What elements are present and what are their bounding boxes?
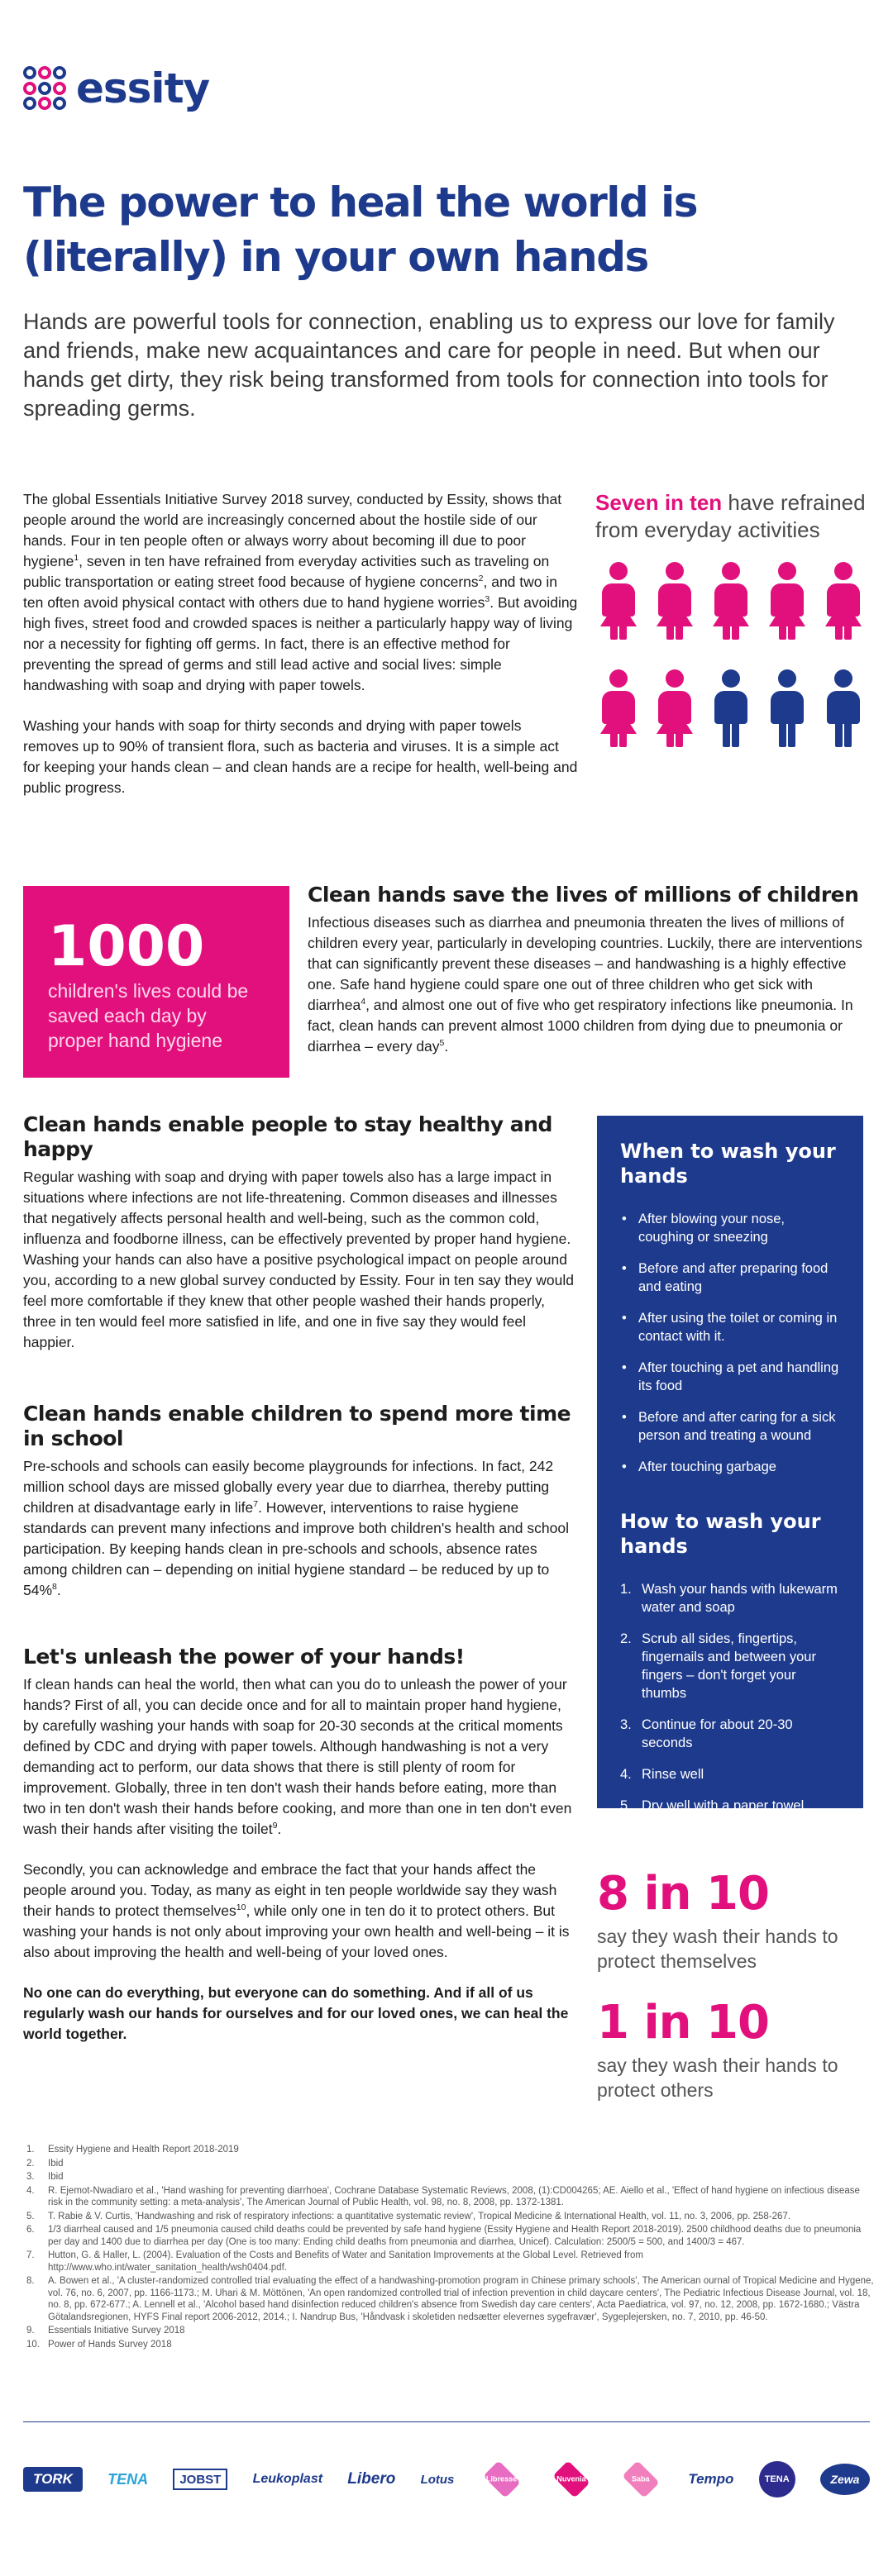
school-section [23, 1402, 579, 1601]
brand-logos [23, 2461, 870, 2497]
how-to-wash-step: 3. Continue for about 20-30 seconds [620, 1717, 793, 1750]
person-icon-refrained [595, 669, 642, 749]
intro-paragraph-2: Washing your hands with soap for thirty seconds and drying with paper towels removes up to 90% of transient flora, such as bacteria and viruses. It is a simple act for keeping your hands clean – and clean hands are a recipe for health, well-being and public progress. [23, 717, 578, 796]
millions-text: Infectious diseases such as diarrhea and pneumonia threaten the lives of millions of children every year, particularly in developing countries. Luckily, there are interventions that can significantly prevent these diseases – and handwashing is a highly effective one. Safe hand hygiene could spare one out of three children who get sick with diarrhea$^4$, and almost one out of five who get respiratory infections like pneumonia. In fact, clean hands can prevent almost 1000 children from dying due to pneumonia or diarrhea – every day$^5$. [308, 914, 862, 1055]
person-icon [764, 669, 810, 749]
healthy-text: Regular washing with soap and drying with paper towels also has a large impact in situations where infections are not life-threatening. Common diseases and illnesses that negatively affects personal health and well-being, such as the common cold, influenza and foodborne illness, can be effectively prevented by proper hand hygiene. Washing your hands can also have a positive psychological impact on people around you, according to a new global survey conducted by Essity. Four in ten say they would feel more comfortable if they knew that other people washed their hands properly, three in ten would feel more satisfied in life, and one in five say they would feel happier. [23, 1169, 575, 1350]
nuvenia-logo: Nuvenia [552, 2460, 590, 2498]
essity-logo-mark [23, 66, 68, 111]
reference-item: 7. Hutton, G. & Haller, L. (2004). Evaluation of the Costs and Benefits of Water and Sanitation Improvements at the Global Level. Retrieved from http://www.who.int/water_sanitation_health/wsh0404.pdf. [26, 2250, 643, 2273]
person-icon [820, 669, 867, 749]
reference-item: 1. Essity Hygiene and Health Report 2018-2019 [26, 2145, 239, 2155]
how-to-wash-step: 1. Wash your hands with lukewarm water and soap [620, 1582, 838, 1615]
how-to-wash-step: 4. Rinse well [620, 1767, 704, 1782]
person-icon-refrained [652, 669, 698, 749]
children-saved-box [23, 886, 289, 1078]
person-icon [708, 669, 754, 749]
zewa-logo: Zewa [820, 2464, 870, 2495]
unleash-section [23, 1645, 579, 2064]
libresse-logo: Libresse [483, 2460, 521, 2498]
when-to-wash-item: • After touching garbage [620, 1458, 840, 1476]
eight-in-ten-text: say they wash their hands to protect themselves [597, 1926, 838, 1972]
when-to-wash-item: • Before and after preparing food and eating [620, 1259, 840, 1296]
one-in-ten-stat [597, 1998, 878, 2102]
closing-statement: No one can do everything, but everyone can do something. And if all of us regularly wash our hands for ourselves and for our loved ones, we can heal the world together. [23, 1984, 569, 2042]
reference-item: 9. Essentials Initiative Survey 2018 [26, 2326, 185, 2336]
eight-in-ten-stat [597, 1869, 878, 1974]
reference-item: 8. A. Bowen et al., 'A cluster-randomized controlled trial evaluating the effect of a handwashing-promotion program in Chinese primary schools', The American ournal of Tropical Medicine and Hygene, vol. 76, no. 6, 2007, pp. 1166-1173.; M. Uhari & M. Möttönen, 'An open randomized controlled trial of infection prevention in child daycare centers', The Pediatric Infectious Disease Journal, vol. 18, no. 8, pp. 672-677.; A. Lennell et al., 'Alcohol based hand disinfection reduced children's absence from Swedish day care centers', Acta Paediatrica, vol. 97, no. 12, 2008, pp. 1672-1680.; Västra Götalandsregionen, HYFS Final report 2006-2012, 2014.; I. Nandrup Bus, 'Håndvask i skoletiden nedsætter elevernes sygefravær', Sygeplejersken, no. 7, 2010, pp. 46-50. [26, 2276, 874, 2322]
person-icon-refrained [764, 562, 810, 641]
page-title: The power to heal the world is (literally) in your own hands [23, 179, 698, 281]
how-to-wash-heading: How to wash your hands [620, 1510, 821, 1558]
footer-divider [23, 2421, 870, 2422]
tork-logo: TORK [23, 2467, 83, 2492]
how-to-wash-step: 2. Scrub all sides, fingertips, fingernails and between your fingers – don't forget your thumbs [620, 1631, 816, 1701]
lead-paragraph: Hands are powerful tools for connection, enabling us to express our love for family and friends, make new acquaintances and care for people in need. But when our hands get dirty, they risk being transformed from tools for connection into tools for spreading germs. [23, 309, 835, 421]
how-to-wash-step: 5. Dry well with a paper towel [620, 1798, 805, 1813]
children-saved-number: 1000 [48, 914, 205, 979]
healthy-heading: Clean hands enable people to stay healthy and happy [23, 1112, 552, 1161]
when-to-wash-heading: When to wash your hands [620, 1140, 836, 1188]
children-saved-text: children's lives could be saved each day by proper hand hygiene [48, 980, 249, 1051]
seven-in-ten-stat: Seven in ten have refrained from everyday activities [595, 490, 866, 542]
handwashing-guide-box [597, 1116, 863, 1813]
reference-item: 3. Ibid [26, 2172, 64, 2182]
unleash-paragraph-1: If clean hands can heal the world, then what can you do to unleash the power of your hands? First of all, you can decide once and for all to maintain proper hand hygiene, by carefully washing your hands with soap for 20-30 seconds at the critical moments defined by CDC and drying with paper towels. Although handwashing is not a very demanding act to perform, our data shows that there is still plenty of room for improvement. Globally, three in ten don't wash their hands before eating, more than two in ten don't wash their hands before cooking, and more than one in ten don't even wash their hands after visiting the toilet$^9$. [23, 1676, 572, 1837]
unleash-heading: Let's unleash the power of your hands! [23, 1645, 465, 1669]
reference-item: 2. Ibid [26, 2158, 64, 2169]
healthy-section [23, 1112, 579, 1353]
person-icon-refrained [820, 562, 867, 641]
how-to-wash-list [620, 1580, 840, 1815]
people-pictogram [595, 562, 876, 749]
essity-logo [23, 64, 209, 112]
when-to-wash-list [620, 1210, 840, 1476]
school-heading: Clean hands enable children to spend more time in school [23, 1402, 571, 1450]
lotus-logo: Lotus [420, 2472, 455, 2487]
person-icon-refrained [708, 562, 754, 641]
school-text: Pre-schools and schools can easily become playgrounds for infections. In fact, 242 million school days are missed globally every year due to diarrhea, thereby putting children at disadvantage early in life$^7$. However, interventions to raise hygiene standards can prevent many infections and improve both children's health and school participation. By keeping hands clean in pre-schools and schools, absence rates among children can – depending on initial hygiene standard – be reduced by up to 54%$^8$. [23, 1458, 569, 1598]
when-to-wash-item: • After blowing your nose, coughing or sneezing [620, 1210, 840, 1246]
logo-text: essity [76, 64, 210, 112]
tena-logo: TENA [107, 2470, 149, 2488]
intro-paragraph-1: The global Essentials Initiative Survey 2018 survey, conducted by Essity, shows that people around the world are increasingly concerned about the hostile side of our hands. Four in ten people often or always worry about becoming ill due to poor hygiene$^1$, seven in ten have refrained from everyday activities such as traveling on public transportation or eating street food because of hygiene concerns$^2$, and two in ten often avoid physical contact with others due to hand hygiene worries$^3$. But avoiding high fives, street food and crowded spaces is neither a particularly happy way of living nor a necessity for fighting off germs. In fact, there is an effective method for preventing the spread of germs and still lead active and social lives: simple handwashing with soap and drying with paper towels. [23, 491, 578, 693]
reference-item: 6. 1/3 diarrheal caused and 1/5 pneumonia caused child deaths could be prevented by safe hand hygiene (Essity Hygiene and Health Report 2018-2019). 2500 childhood deaths due to pneumonia per day and 1400 due to diarrhea per day (One is too many: Ending child deaths from pneumonia and diarrhea, Unicef). Calculation: 2500/5 = 500, and 1400/3 = 467. [26, 2225, 862, 2247]
jobst-logo: JOBST [173, 2469, 227, 2490]
one-in-ten-number: 1 in 10 [597, 1996, 769, 2050]
leukoplast-logo: Leukoplast [252, 2472, 323, 2486]
person-icon-refrained [595, 562, 642, 641]
libero-logo: Libero [347, 2470, 396, 2488]
millions-heading: Clean hands save the lives of millions of children [308, 883, 859, 907]
intro-section [23, 489, 579, 818]
person-icon-refrained [652, 562, 698, 641]
unleash-paragraph-2: Secondly, you can acknowledge and embrace the fact that your hands affect the people around you. Today, as many as eight in ten people worldwide say they wash their hands to protect themselves$^{10}$, while only one in ten do it to protect others. But washing your hands is not only about improving your own health and well-being – it is also about improving the health and well-being of your loved ones. [23, 1861, 570, 1960]
when-to-wash-item: • After touching a pet and handling its food [620, 1359, 840, 1395]
references-list [23, 2144, 875, 2352]
reference-item: 5. T. Rabie & V. Curtis, 'Handwashing and risk of respiratory infections: a quantitative systematic review', Tropical Medicine & International Health, vol. 11, no. 3, 2006, pp. 258-267. [26, 2211, 791, 2221]
when-to-wash-item: • Before and after caring for a sick person and treating a wound [620, 1408, 840, 1445]
one-in-ten-text: say they wash their hands to protect others [597, 2055, 838, 2101]
tena-circle-logo: TENA [759, 2461, 795, 2497]
reference-item: 10. Power of Hands Survey 2018 [26, 2339, 172, 2350]
millions-section [308, 883, 878, 1057]
when-to-wash-item: • After using the toilet or coming in contact with it. [620, 1309, 840, 1345]
tempo-logo: Tempo [688, 2471, 734, 2487]
eight-in-ten-number: 8 in 10 [597, 1867, 769, 1921]
reference-item: 4. R. Ejemot-Nwadiaro et al., 'Hand washing for preventing diarrhoea', Cochrane Database Systematic Reviews, 2008, (1):CD004265; AE. Aiello et al., 'Effect of hand hygiene on infectious disease risk in the community setting: a meta-analysis', The American Journal of Public Health, vol. 98, no. 8, 2008, pp. 1372-1381. [26, 2185, 860, 2207]
saba-logo: Saba [622, 2460, 660, 2498]
